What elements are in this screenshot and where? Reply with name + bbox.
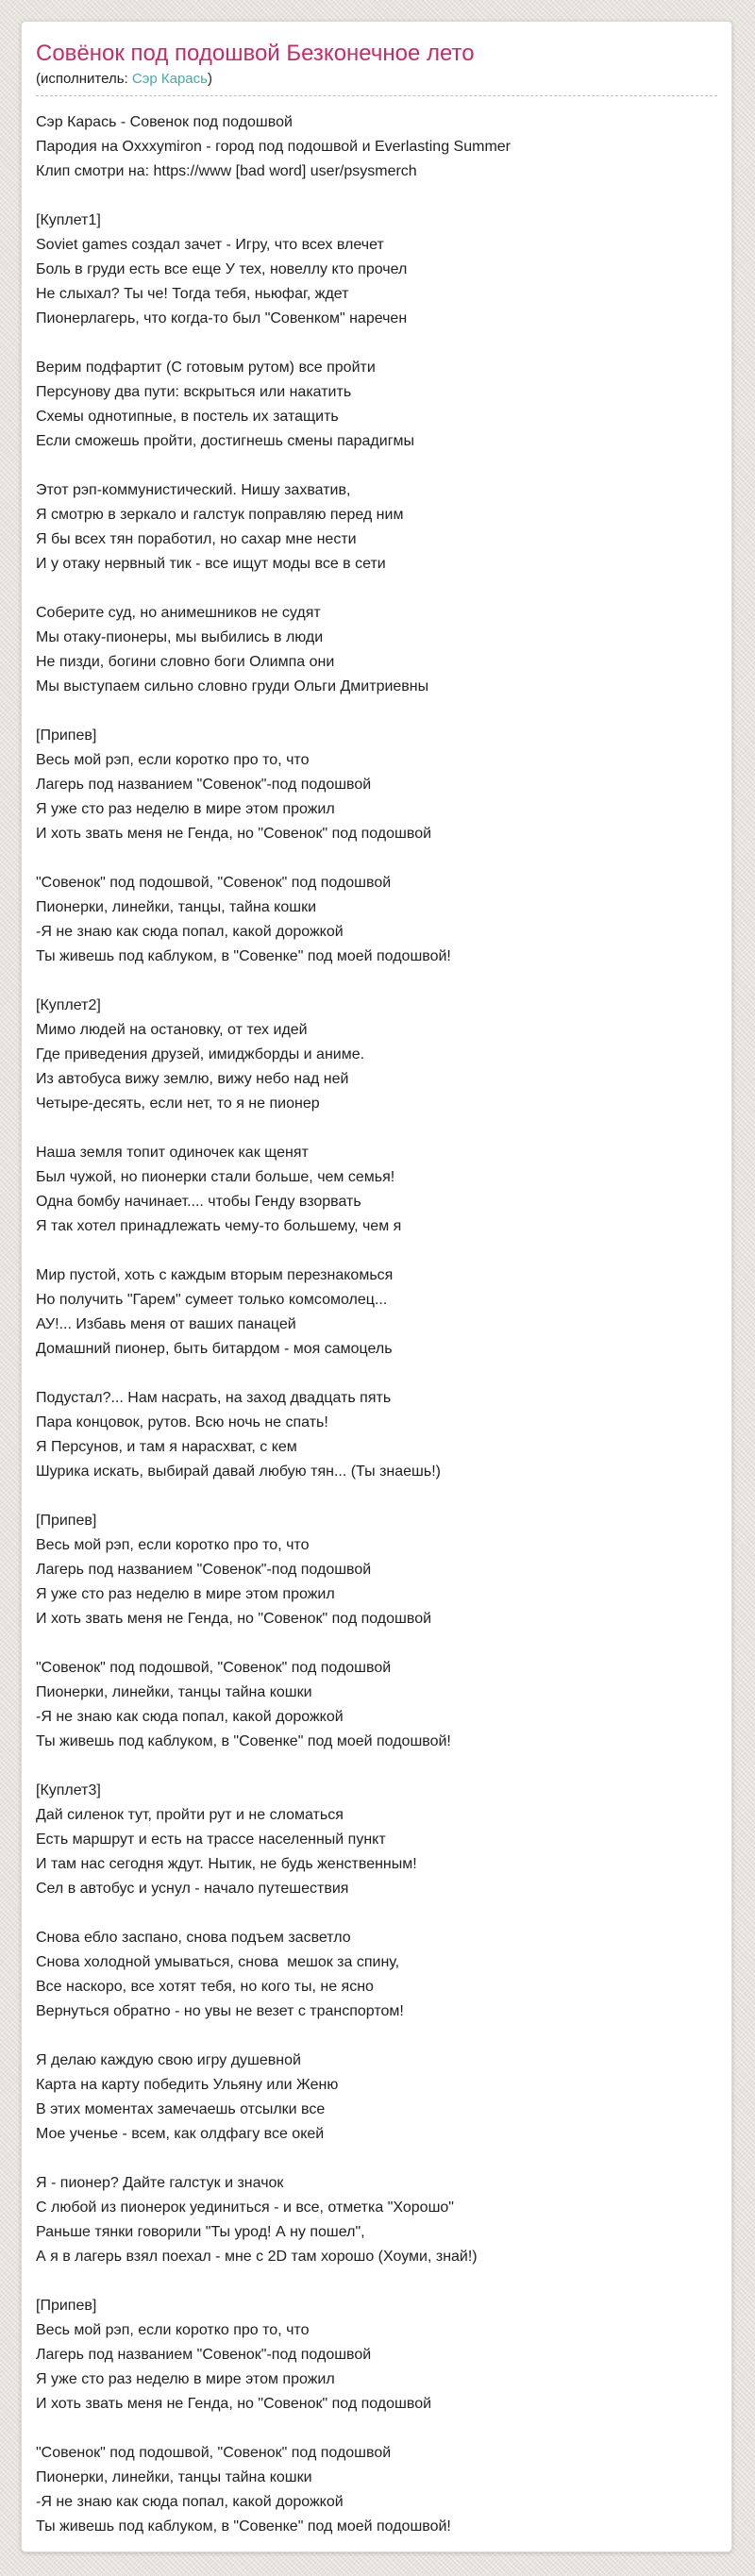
lyric-line: Шурика искать, выбирай давай любую тян... (Ты знаешь!) (36, 1464, 441, 1480)
lyric-line: Пародия на Oxxxymiron - город под подошвой и Everlasting Summer (36, 139, 511, 155)
lyric-line: Четыре-десять, если нет, то я не пионер (36, 1096, 320, 1112)
lyric-line: И там нас сегодня ждут. Нытик, не будь женственным! (36, 1856, 417, 1872)
lyric-line: "Совенок" под подошвой, "Совенок" под подошвой (36, 875, 392, 891)
lyric-block (36, 1386, 717, 1484)
lyric-line: Был чужой, но пионерки стали больше, чем семья! (36, 1169, 395, 1185)
lyric-line: Если сможешь пройти, достигнешь смены парадигмы (36, 433, 415, 449)
lyric-line: Персунову два пути: вскрыться или накатить (36, 384, 352, 400)
lyric-line: АУ!... Избавь меня от ваших панацей (36, 1316, 296, 1332)
lyric-line: Лагерь под названием "Совенок"-под подошвой (36, 2347, 372, 2363)
lyric-line: Я бы всех тян поработил, но сахар мне нести (36, 531, 357, 547)
lyric-block (36, 209, 717, 331)
performer-label: (исполнитель: (36, 71, 132, 87)
lyric-line: [Припев] (36, 728, 97, 744)
lyric-line: Наша земля топит одиночек как щенят (36, 1145, 309, 1161)
lyric-line: Домашний пионер, быть битардом - моя самоцель (36, 1341, 393, 1357)
lyric-line: Схемы однотипные, в постель их затащить (36, 409, 339, 425)
lyric-line: Пионерки, линейки, танцы тайна кошки (36, 1684, 312, 1700)
lyric-line: Ты живешь под каблуком, в "Совенке" под моей подошвой! (36, 948, 451, 964)
lyric-line: И у отаку нервный тик - все ищут моды все в сети (36, 556, 386, 572)
lyric-line: Сэр Карась - Совенок под подошвой (36, 114, 293, 130)
lyric-line: Я - пионер? Дайте галстук и значок (36, 2175, 284, 2191)
song-title: Совёнок под подошвой Безконечное лето (36, 41, 475, 66)
lyric-line: Мы выступаем сильно словно груди Ольги Дмитриевны (36, 678, 429, 694)
lyric-line: [Припев] (36, 1513, 97, 1529)
lyric-line: В этих моментах замечаешь отсылки все (36, 2101, 326, 2117)
lyric-line: Весь мой рэп, если коротко про то, что (36, 752, 310, 768)
lyric-line: [Припев] (36, 2298, 97, 2314)
lyric-line: Мое ученье - всем, как олдфагу все окей (36, 2126, 325, 2142)
lyric-line: [Куплет3] (36, 1782, 101, 1798)
lyric-line: -Я не знаю как сюда попал, какой дорожкой (36, 2494, 344, 2510)
lyric-line: "Совенок" под подошвой, "Совенок" под подошвой (36, 1660, 392, 1676)
lyric-line: И хоть звать меня не Генда, но "Совенок" под подошвой (36, 1611, 432, 1627)
lyric-line: Ты живешь под каблуком, в "Совенке" под моей подошвой! (36, 1733, 451, 1749)
lyric-line: Подустал?... Нам насрать, на заход двадцать пять (36, 1390, 392, 1406)
lyric-block (36, 356, 717, 454)
lyric-line: Мы отаку-пионеры, мы выбились в люди (36, 629, 324, 645)
lyric-line: Я так хотел принадлежать чему-то большему, чем я (36, 1218, 402, 1234)
lyric-line: Из автобуса вижу землю, вижу небо над ней (36, 1071, 349, 1087)
lyric-block (36, 2294, 717, 2417)
lyric-line: Пионерки, линейки, танцы тайна кошки (36, 2469, 312, 2485)
lyric-block (36, 2049, 717, 2147)
artist-link[interactable]: Сэр Карась (131, 71, 208, 87)
lyric-line: Все наскоро, все хотят тебя, но кого ты, не ясно (36, 1979, 374, 1995)
lyric-line: Не пизди, богини словно боги Олимпа они (36, 654, 335, 670)
lyric-line: Лагерь под названием "Совенок"-под подошвой (36, 1562, 372, 1578)
lyric-line: Клип смотри на: https://www [bad word] user/psysmerch (36, 163, 417, 179)
lyric-block (36, 1656, 717, 1754)
performer-suffix: ) (207, 71, 212, 87)
lyric-line: Я Персунов, и там я нарасхват, с кем (36, 1439, 297, 1455)
lyric-line: Снова холодной умываться, снова мешок за спину, (36, 1954, 400, 1970)
lyric-block (36, 2171, 717, 2269)
lyric-line: Не слыхал? Ты че! Тогда тебя, ньюфаг, ждет (36, 286, 349, 302)
lyric-line: Пара концовок, рутов. Всю ночь не спать! (36, 1414, 328, 1430)
lyric-line: Раньше тянки говорили "Ты урод! А ну пошел", (36, 2224, 365, 2240)
lyric-line: И хоть звать меня не Генда, но "Совенок" под подошвой (36, 2396, 432, 2412)
lyric-block (36, 1779, 717, 1901)
lyric-line: Я смотрю в зеркало и галстук поправляю перед ним (36, 507, 404, 523)
performer-line (36, 70, 717, 96)
lyric-line: С любой из пионерок уединиться - и все, отметка "Хорошо" (36, 2200, 454, 2216)
lyric-line: Снова ебло заспано, снова подъем засветло (36, 1930, 351, 1946)
lyric-line: Мимо людей на остановку, от тех идей (36, 1022, 308, 1038)
lyric-block (36, 110, 717, 184)
lyric-block (36, 601, 717, 699)
lyric-line: Весь мой рэп, если коротко про то, что (36, 1537, 310, 1553)
lyric-block (36, 1926, 717, 2024)
lyric-line: Пионерлагерь, что когда-то был "Совенком" наречен (36, 310, 408, 326)
lyric-line: А я в лагерь взял поехал - мне с 2D там хорошо (Хоуми, знай!) (36, 2249, 478, 2265)
lyrics (36, 110, 717, 2539)
lyric-block (36, 1509, 717, 1631)
lyric-line: Этот рэп-коммунистический. Нишу захватив, (36, 482, 351, 498)
lyric-line: И хоть звать меня не Генда, но "Совенок" под подошвой (36, 826, 432, 842)
lyric-line: Мир пустой, хоть с каждым вторым перезнакомься (36, 1267, 394, 1283)
lyric-line: "Совенок" под подошвой, "Совенок" под подошвой (36, 2445, 392, 2461)
lyric-line: Soviet games создал зачет - Игру, что всех влечет (36, 237, 384, 253)
lyric-line: [Куплет1] (36, 212, 101, 228)
lyric-block (36, 994, 717, 1116)
lyric-block (36, 478, 717, 577)
lyric-line: Дай силенок тут, пройти рут и не сломаться (36, 1807, 344, 1823)
lyric-line: Сел в автобус и уснул - начало путешествия (36, 1881, 349, 1897)
lyric-line: Но получить "Гарем" сумеет только комсомолец... (36, 1292, 388, 1308)
lyric-block (36, 1263, 717, 1362)
lyric-line: Я делаю каждую свою игру душевной (36, 2052, 301, 2068)
lyric-block (36, 2441, 717, 2539)
lyric-line: Весь мой рэп, если коротко про то, что (36, 2322, 310, 2338)
lyric-line: Ты живешь под каблуком, в "Совенке" под моей подошвой! (36, 2518, 451, 2534)
lyric-line: Где приведения друзей, имиджборды и аниме. (36, 1046, 365, 1062)
lyric-block (36, 871, 717, 969)
lyrics-card (21, 21, 732, 2552)
lyric-line: -Я не знаю как сюда попал, какой дорожкой (36, 924, 344, 940)
lyric-line: Я уже сто раз неделю в мире этом прожил (36, 1586, 335, 1602)
lyric-line: Я уже сто раз неделю в мире этом прожил (36, 2371, 335, 2387)
lyric-line: Одна бомбу начинает.... чтобы Генду взорвать (36, 1194, 361, 1210)
lyric-line: Пионерки, линейки, танцы, тайна кошки (36, 899, 317, 915)
lyric-line: Карта на карту победить Ульяну или Женю (36, 2077, 339, 2093)
lyric-block (36, 724, 717, 846)
lyric-line: Есть маршрут и есть на трассе населенный пункт (36, 1832, 386, 1848)
lyric-line: Верим подфартит (С готовым рутом) все пройти (36, 360, 376, 376)
lyric-line: Лагерь под названием "Совенок"-под подошвой (36, 777, 372, 793)
lyric-line: Я уже сто раз неделю в мире этом прожил (36, 801, 335, 817)
lyric-line: Соберите суд, но анимешников не судят (36, 605, 321, 621)
lyric-line: -Я не знаю как сюда попал, какой дорожкой (36, 1709, 344, 1725)
lyric-line: Вернуться обратно - но увы не везет с транспортом! (36, 2003, 404, 2019)
lyric-block (36, 1141, 717, 1239)
lyric-line: Боль в груди есть все еще У тех, новеллу кто прочел (36, 261, 408, 277)
lyric-line: [Куплет2] (36, 997, 101, 1013)
